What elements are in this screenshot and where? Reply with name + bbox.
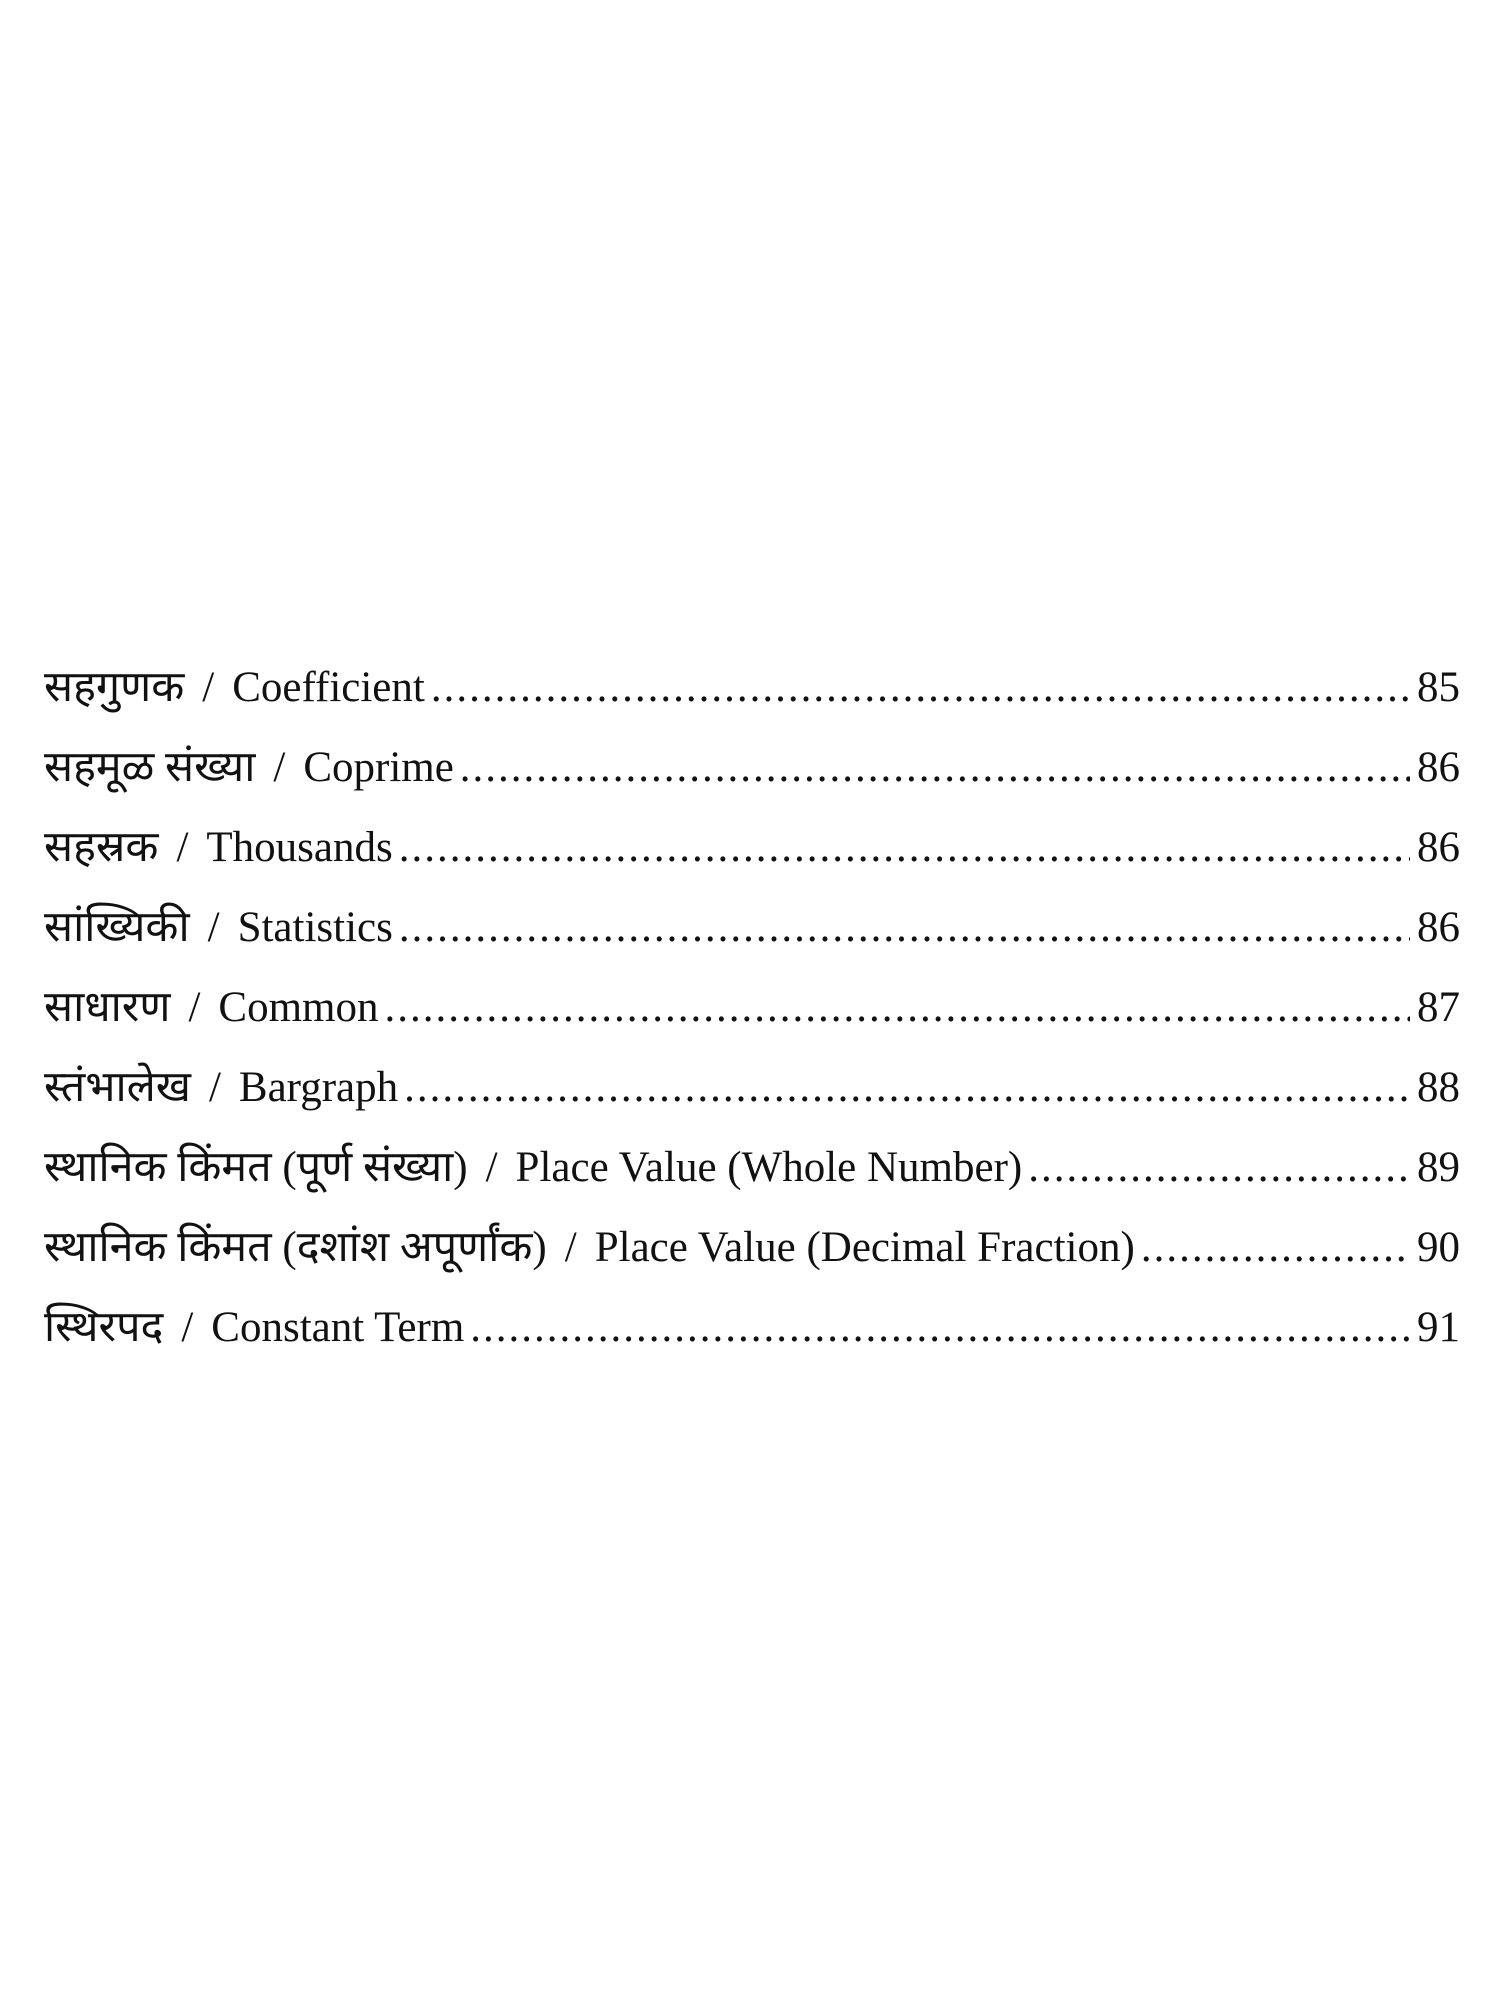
entry-term-english: Place Value (Decimal Fraction) xyxy=(594,1224,1135,1271)
entry-term-english: Constant Term xyxy=(211,1304,465,1351)
entry-separator: / xyxy=(181,1304,194,1351)
entry-separator: / xyxy=(188,984,201,1031)
entry-term-english: Coprime xyxy=(303,744,454,791)
entry-term-marathi: स्थानिक किंमत (पूर्ण संख्या) xyxy=(44,1144,468,1191)
entry-page-number: 85 xyxy=(1417,664,1460,711)
entry-separator: / xyxy=(176,824,189,871)
entry-term-marathi: स्तंभालेख xyxy=(44,1064,191,1111)
entry-separator: / xyxy=(207,904,220,951)
toc-entry xyxy=(44,968,1460,1048)
entry-page-number: 89 xyxy=(1417,1144,1460,1191)
entry-separator: / xyxy=(202,664,215,711)
entry-separator: / xyxy=(273,744,286,791)
toc-entry xyxy=(44,1048,1460,1128)
entry-page-number: 91 xyxy=(1417,1304,1460,1351)
entry-term-marathi: स्थानिक किंमत (दशांश अपूर्णांक) xyxy=(44,1224,547,1271)
entry-term-marathi: साधारण xyxy=(44,984,171,1031)
entry-page-number: 86 xyxy=(1417,824,1460,871)
entry-page-number: 87 xyxy=(1417,984,1460,1031)
toc-entry xyxy=(44,648,1460,728)
entry-page-number: 86 xyxy=(1417,744,1460,791)
toc-entry xyxy=(44,1128,1460,1208)
dot-leader xyxy=(399,808,1410,888)
dot-leader xyxy=(404,1048,1410,1128)
entry-term-marathi: सहगुणक xyxy=(44,664,185,711)
toc-entry xyxy=(44,888,1460,968)
entry-page-number: 90 xyxy=(1417,1224,1460,1271)
dot-leader xyxy=(1028,1128,1410,1208)
entry-term-english: Common xyxy=(218,984,379,1031)
entry-term-marathi: सांख्यिकी xyxy=(44,904,190,951)
entry-term-marathi: सहमूळ संख्या xyxy=(44,744,256,791)
dot-leader xyxy=(460,728,1410,808)
entry-separator: / xyxy=(564,1224,577,1271)
toc-entry xyxy=(44,808,1460,888)
entry-term-english: Statistics xyxy=(237,904,393,951)
entry-term-english: Coefficient xyxy=(232,664,425,711)
entry-page-number: 88 xyxy=(1417,1064,1460,1111)
entry-separator: / xyxy=(485,1144,498,1191)
entry-term-english: Thousands xyxy=(206,824,393,871)
entry-term-english: Place Value (Whole Number) xyxy=(515,1144,1023,1191)
entry-term-marathi: सहस्रक xyxy=(44,824,159,871)
entry-page-number: 86 xyxy=(1417,904,1460,951)
toc-entry xyxy=(44,1208,1460,1288)
dot-leader xyxy=(385,968,1411,1048)
dot-leader xyxy=(399,888,1410,968)
dot-leader xyxy=(1141,1208,1410,1288)
toc-entry xyxy=(44,1288,1460,1368)
dot-leader xyxy=(431,648,1410,728)
dot-leader xyxy=(470,1288,1410,1368)
entry-term-marathi: स्थिरपद xyxy=(44,1304,164,1351)
entry-separator: / xyxy=(208,1064,221,1111)
toc-entry xyxy=(44,728,1460,808)
table-of-contents xyxy=(44,648,1460,1368)
entry-term-english: Bargraph xyxy=(238,1064,399,1111)
